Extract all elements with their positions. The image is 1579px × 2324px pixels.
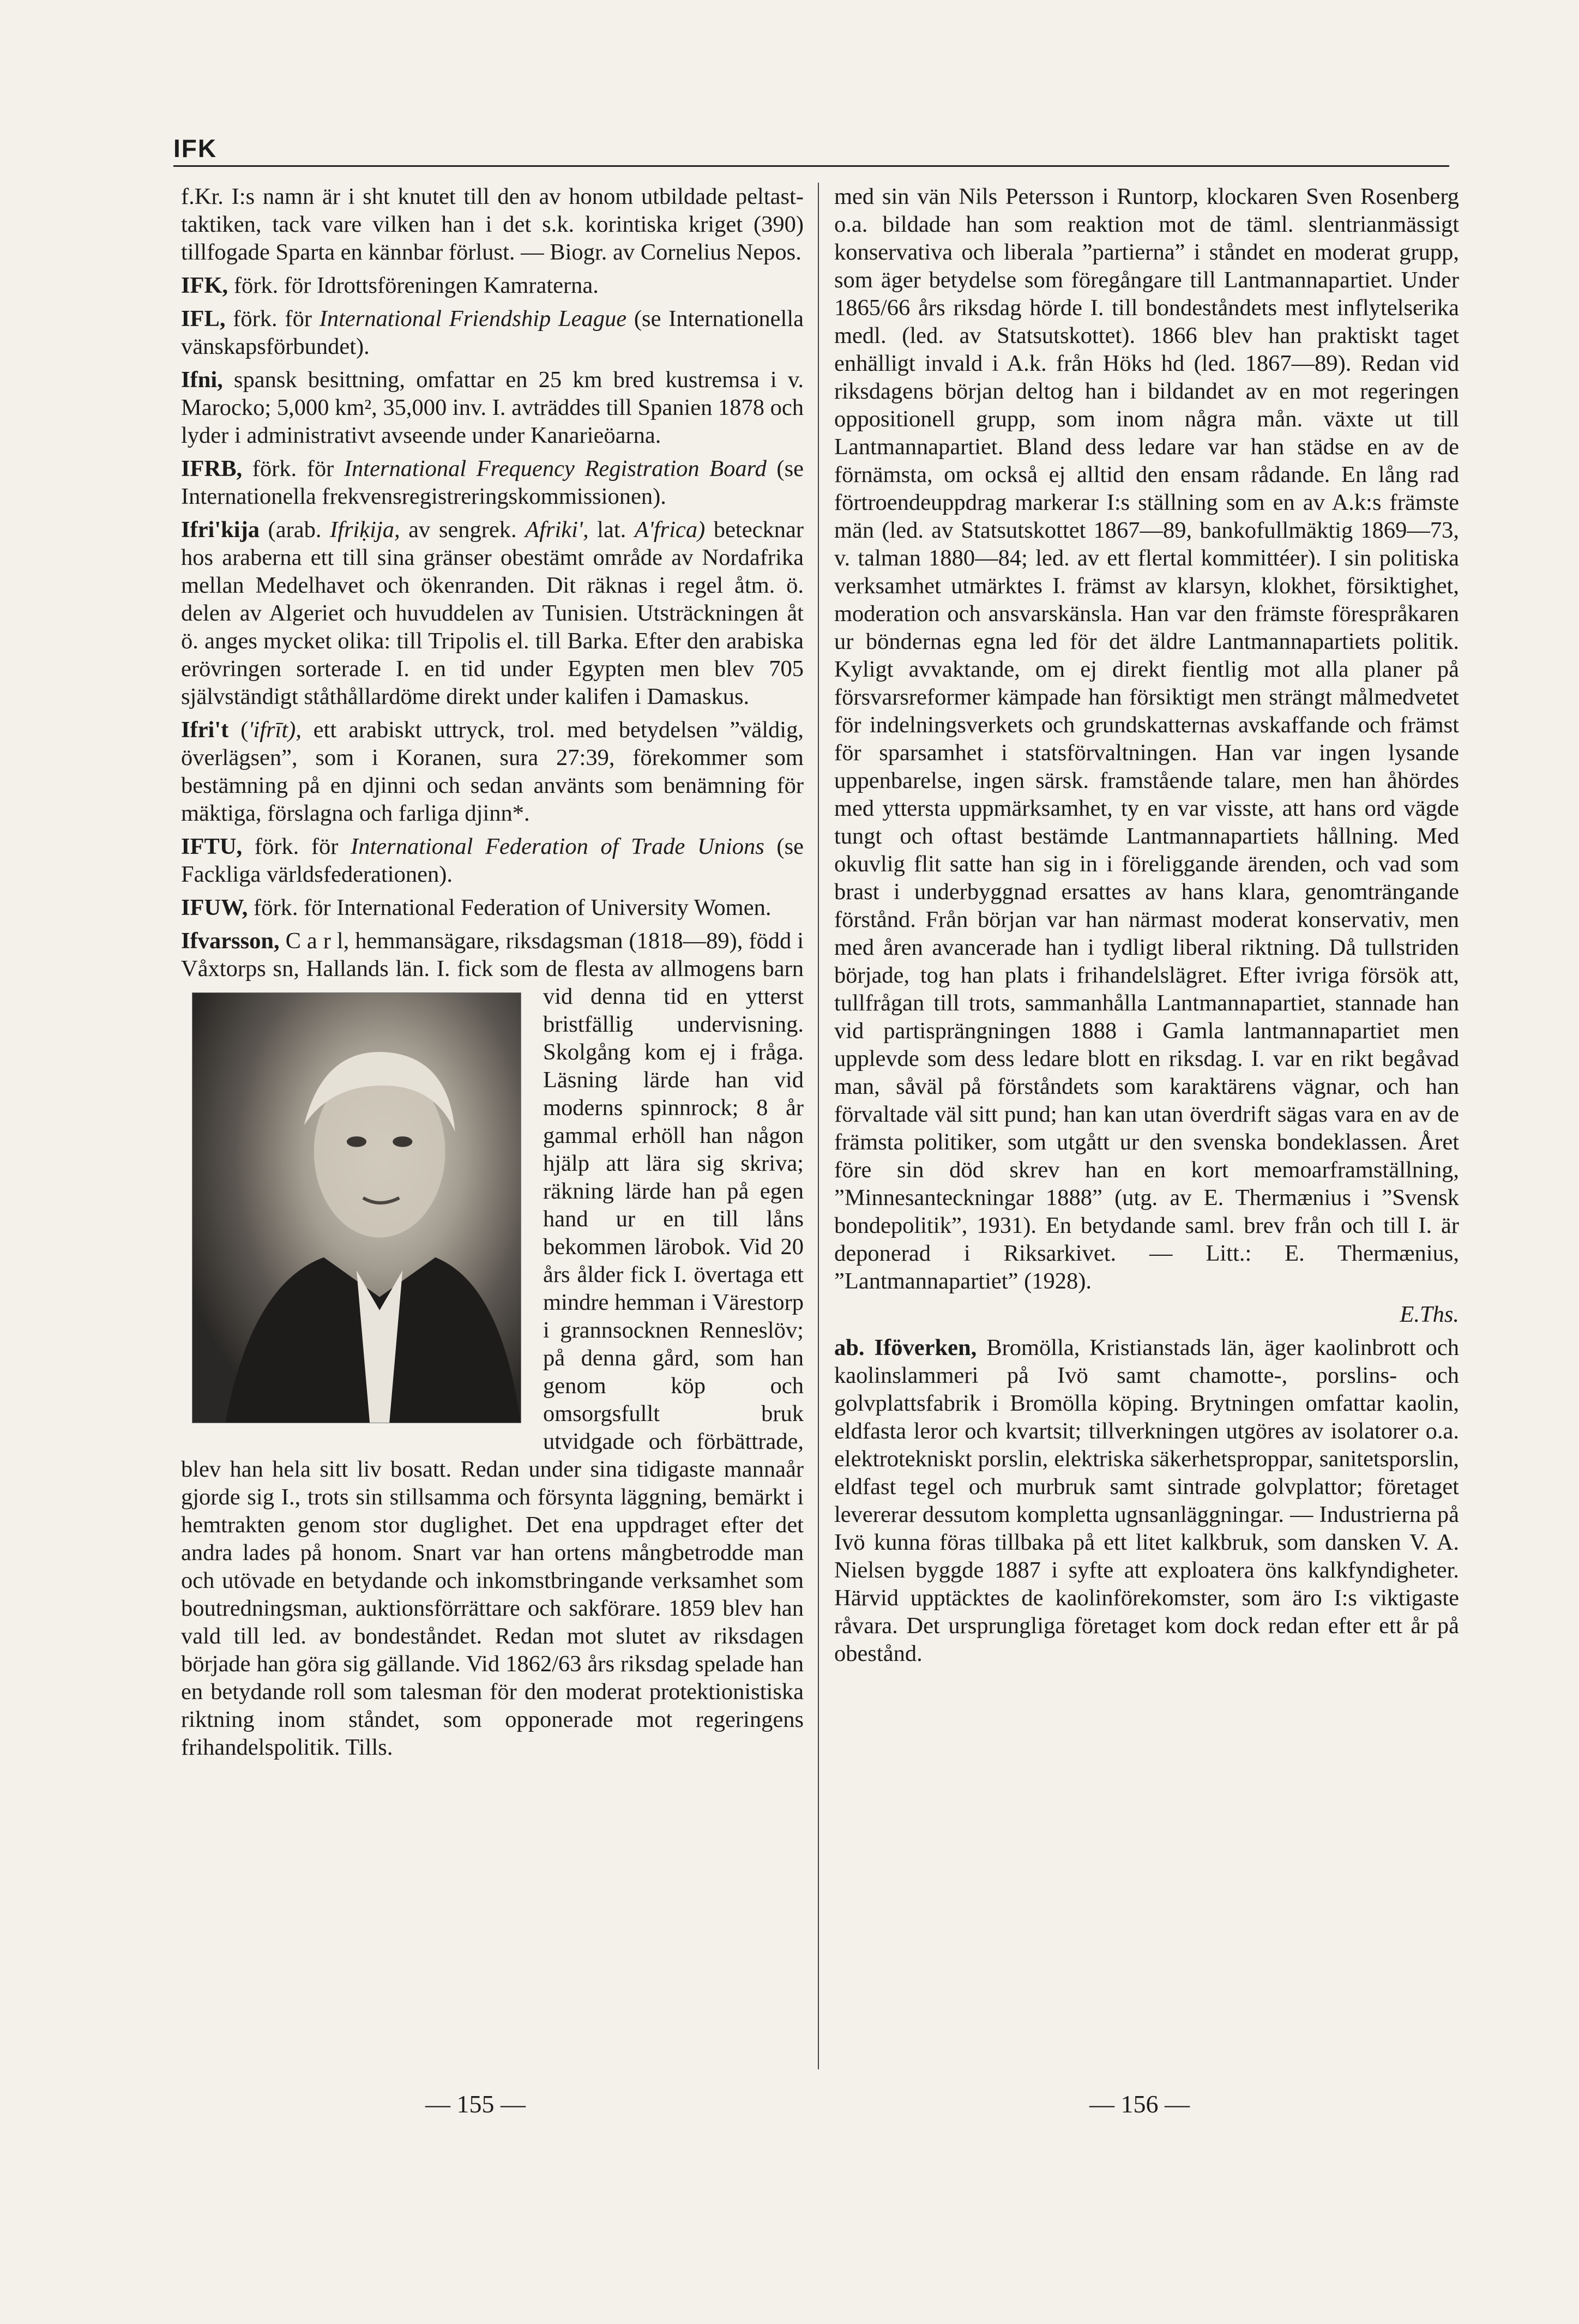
running-header [173, 134, 1449, 166]
headword: IFL, [181, 306, 226, 332]
entry-text: förk. för [242, 456, 344, 481]
entry-text: förk. för [242, 834, 351, 859]
headword: IFRB, [181, 456, 243, 481]
entry-ifrikija [181, 516, 804, 711]
page-number-right: — 156 — [1089, 2090, 1190, 2118]
italic-term: Afriki', [525, 517, 589, 543]
column-divider [818, 183, 819, 2069]
entry-text: (se Internationella vänskapsförbundet). [181, 306, 804, 359]
author-signature: E.Ths. [1400, 1302, 1459, 1327]
entry-ifrit [181, 716, 804, 827]
entry-text: förk. för [225, 306, 320, 332]
entry-text: lat. [588, 517, 635, 543]
header-title: IFK [173, 134, 218, 162]
entry-text: (se Fackliga världsfederationen). [181, 834, 804, 887]
entry-text: av sengrek. [400, 517, 526, 543]
entry-text: betecknar hos araberna ett till sina gränser obestämt område av Nordafrika mellan Medelhavet och ökenranden. Dit räknas i regel åtm. ö. delen av Algeriet och huvuddelen av Tunisien. Utsträckningen åt ö. anges mycket olika: till Tripolis el. till Barka. Efter den arabiska erövringen sorterade I. en tid under Egypten men blev 705 självständigt ståthållardöme direkt under kalifen i Damaskus. [181, 517, 804, 709]
headword: IFUW, [181, 895, 248, 920]
portrait-figure [192, 993, 521, 1423]
headword: Ifvarsson, [181, 928, 280, 954]
entry-ifl [181, 305, 804, 360]
entry-ifvarsson [181, 927, 804, 1761]
entry-text: förk. för International Federation of University Women. [248, 895, 772, 920]
italic-term: International Friendship League [319, 306, 627, 332]
entry-ifvarsson-continued: med sin vän Nils Petersson i Runtorp, klockaren Sven Rosenberg o.a. bildade han som reaktion mot de täml. slentrianmässigt konservativa och liberala ”partierna” i ståndet en moderat grupp, som äger betydelse som föregångare till Lantmannapartiet. Under 1865/66 års riksdag hörde I. till bondeståndets mest inflytelserika medl. (led. av Statsutskottet). 1866 blev han praktiskt taget enhälligt invald i A.k. från Höks hd (led. 1867—89). Redan vid riksdagens början deltog han i bildandet av en mot regeringen oppositionell grupp, som inom några mån. växte ut till Lantmannapartiet. Bland dess ledare var han städse en av de förnämsta, om också ej alltid den ensam rådande. En lång rad förtroendeuppdrag markerar I:s ställning som en av A.k:s främste män (led. av Statsutskottet 1867—89, bankofullmäktig 1869—73, v. talman 1880—84; led. av ett flertal kommittéer). I sin politiska verksamhet utmärktes I. främst av klarsyn, klokhet, försiktighet, moderation och ansvarskänsla. Han var den främste förespråkaren ur böndernas egna led för det äldre Lantmannapartiets politik. Kyligt avvaktande, om ej direkt fientlig mot alla planer på försvarsreformer kämpade han försiktigt men strängt målmedvetet för indelningsverkets och grundskatternas avskaffande och främst för sparsamhet i statsförvaltningen. Han var ingen lysande uppenbarelse, ingen särsk. framstående talare, men han åhördes med yttersta uppmärksamhet, ty en var visste, att hans ord vägde tungt och oftast bestämde Lantmannapartiets hållning. Med okuvlig flit satte han sig in i föreliggande ärenden, och vad som brast i underbyggnad ersattes av hans klara, genomträngande förstånd. Från början var han närmast moderat konservativ, men med åren avancerade han i tydligt liberal riktning. Då tullstriden började, tog han plats i frihandelslägret. Efter ivriga försök att, tullfrågan till trots, sammanhålla Lantmannapartiet, stannade han vid partisprängningen 1888 i Gamla lantmannapartiet men upplevde som dess ledare blott en riksdag. I. var en rikt begåvad man, såväl på förståndets som karaktärens vägnar, och han förvaltade väl sitt pund; han kan utan överdrift sägas vara en av de främsta politiker, som utgått ur den svenska bondeklassen. Året före sin död skrev han en kort memoarframställning, ”Minnesanteckningar 1888” (utg. av E. Thermænius i ”Svensk bondepolitik”, 1931). En betydande saml. brev från och till I. är deponerad i Riksarkivet. — Litt.: E. Thermænius, ”Lantmannapartiet” (1928). [834, 184, 1459, 1294]
entry-text: ytterst bristfällig undervisning. Skolgång kom ej i fråga. Läsning lärde han vid moderns spinnrock; 8 år gammal erhöll han någon hjälp att lära sig skriva; räkning lärde han på egen hand ur en till låns bekommen lärobok. Vid 20 års ålder fick I. övertaga ett mindre hemman i Värestorp i grannsocknen Renneslöv; på denna gård, som han genom köp och omsorgsfullt bruk utvidgade och förbättrade, blev han hela sitt liv bosatt. Redan under sina tidigaste mannaår gjorde sig I., trots sin stillsamma och försynta läggning, bemärkt i hemtrakten genom stor duglighet. Det ena uppdraget efter det andra lades på honom. Snart var han ortens mångbetrodde man och utövade en betydande och inkomstbringande verksamhet som boutredningsman, auktionsförrättare och sakförare. 1859 blev han vald till led. av bondeståndet. Redan mot slutet av riksdagen började han göra sig gällande. Vid 1862/63 års riksdag spelade han en betydande roll som talesman för den moderat protektionistiska riktning inom ståndet, som opponerade mot regeringens frihandelspolitik. Tills. [181, 984, 804, 1760]
italic-term: 'ifrīt), [248, 717, 302, 743]
headword: Ifri'kija [181, 517, 260, 543]
italic-term: International Frequency Registration Board [343, 456, 767, 481]
italic-term: International Federation of Trade Unions [351, 834, 764, 859]
entry-text: ( [228, 717, 249, 743]
entry-text: (se Internationella frekvensregistreringskommissionen). [181, 456, 804, 509]
spaced-name: C a r l, [279, 928, 349, 954]
portrait-photo [192, 992, 521, 1423]
italic-term: Ifriḳija, [329, 517, 400, 543]
entry-iforverken [834, 1334, 1459, 1667]
entry-ifuw [181, 894, 804, 922]
italic-term: A'frica) [634, 517, 706, 543]
entry-text: Bromölla, Kristianstads län, äger kaolinbrott och kaolinslammeri på Ivö samt chamotte-, porslins- och golvplattsfabrik i Bromölla köping. Brytningen omfattar kaolin, eldfasta leror och kvartsit; tillverkningen utgöres av isolatorer o.a. elektrotekniskt porslin, elektriska säkerhetsproppar, sanitetsporslin, eldfast tegel och murbruk samt sintrade golvplattor; företaget levererar dessutom kompletta ugnsanläggningar. — Industrierna på Ivö kunna föras tillbaka på ett litet kalkbruk, som dansken V. A. Nielsen byggde 1887 i syfte att exploatera öns kalkfyndigheter. Härvid upptäcktes de kaolinförekomster, som äro I:s viktigaste råvara. Det ursprungliga företaget kom dock redan efter ett år på obestånd. [834, 1335, 1459, 1666]
entry-text: (arab. [260, 517, 330, 543]
entry-ifk [181, 272, 804, 299]
headword: Ifni, [181, 367, 223, 393]
right-column [834, 183, 1459, 1673]
headword: ab. Iföverken, [834, 1335, 977, 1360]
left-column [181, 183, 804, 1767]
entry-text: hemmansägare, riksdagsman (1818—89), född i Våxtorps sn, Hallands län. I. fick som de flesta av allmogens barn vid denna tid en [181, 928, 804, 1009]
headword: IFTU, [181, 834, 243, 859]
entry-text: förk. för Idrottsföreningen Kamraterna. [228, 273, 599, 298]
page-number-left: — 155 — [425, 2090, 526, 2118]
entry-ifrb [181, 455, 804, 510]
entry-continuation: f.Kr. I:s namn är i sht knutet till den av honom utbildade peltast-taktiken, tack vare vilken han i det s.k. korintiska kriget (390) tillfogade Sparta en kännbar förlust. — Biogr. av Cornelius Nepos. [181, 184, 804, 265]
entry-text: ett arabiskt uttryck, trol. med betydelsen ”väldig, överlägsen”, som i Koranen, sura 27:39, förekommer som bestämning på en djinni och sedan använts som benämning för mäktiga, förslagna och farliga djinn*. [181, 717, 804, 826]
header-rule [173, 165, 1449, 167]
entry-iftu [181, 833, 804, 888]
headword: IFK, [181, 273, 228, 298]
entry-text: spansk besittning, omfattar en 25 km bred kustremsa i v. Marocko; 5,000 km², 35,000 inv. I. avträddes till Spanien 1878 och lyder i administrativt avseende under Kanarieöarna. [181, 367, 804, 448]
entry-ifni [181, 366, 804, 449]
headword: Ifri't [181, 717, 229, 743]
